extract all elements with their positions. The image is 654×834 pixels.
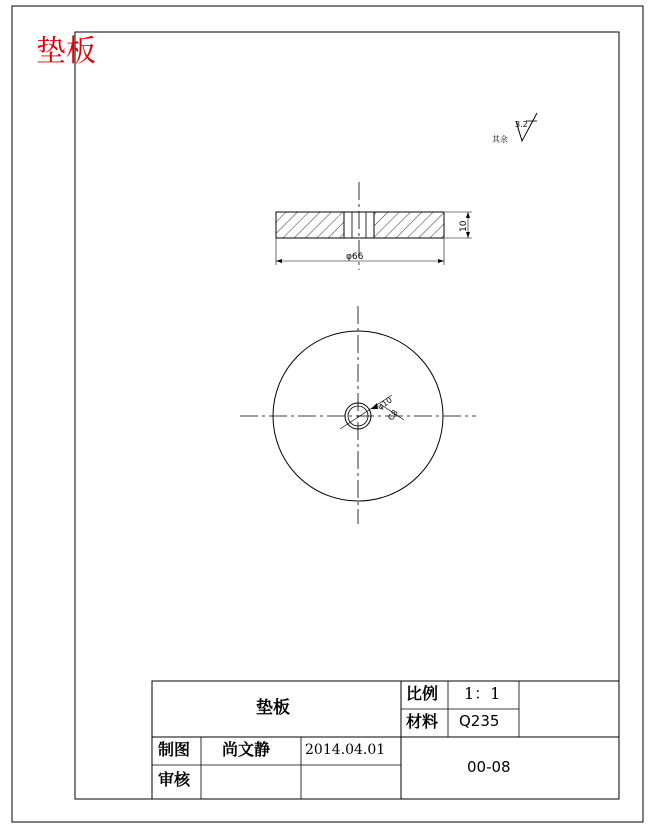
scale-label: 比例 xyxy=(406,684,439,703)
drawn-name: 尚文静 xyxy=(222,740,271,759)
outer-border xyxy=(12,6,643,822)
hole-diameter-text: φ10 xyxy=(375,395,394,412)
drawn-date: 2014.04.01 xyxy=(305,742,386,758)
roughness-label: 其余 xyxy=(492,135,508,144)
material-label: 材料 xyxy=(406,712,439,731)
section-left-half xyxy=(276,212,344,238)
outer-diameter-dimension xyxy=(276,238,444,265)
top-view xyxy=(240,306,476,524)
drawn-label: 制图 xyxy=(158,740,191,759)
chamfer-text: C8 xyxy=(386,408,400,423)
thickness-text: 10 xyxy=(459,220,469,232)
material-value: Q235 xyxy=(459,712,500,730)
checked-label: 审核 xyxy=(158,770,191,789)
part-name: 垫板 xyxy=(256,698,290,718)
scale-value: 1：1 xyxy=(464,684,501,703)
outer-diameter-text: φ66 xyxy=(346,252,364,262)
inner-frame xyxy=(75,32,619,799)
drawing-title: 垫板 xyxy=(36,34,96,69)
section-right-half xyxy=(374,212,444,238)
roughness-value: 3.2 xyxy=(515,120,528,129)
thickness-dimension xyxy=(445,212,472,238)
drawing-number: 00-08 xyxy=(467,758,511,776)
roughness-symbol xyxy=(492,113,537,144)
